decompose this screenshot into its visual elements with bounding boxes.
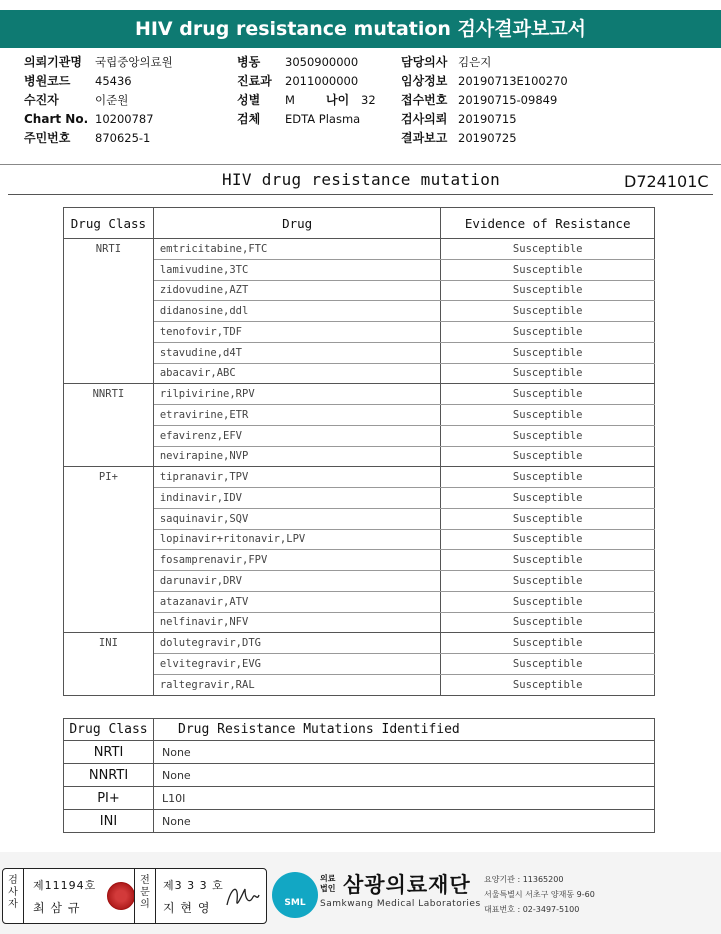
evidence-cell: Susceptible — [441, 550, 655, 571]
evidence-cell: Susceptible — [441, 363, 655, 384]
divider — [155, 869, 156, 923]
evidence-cell: Susceptible — [441, 529, 655, 550]
inspector-label: 검 사 자 — [8, 875, 18, 910]
drug-cell: emtricitabine,FTC — [153, 239, 441, 260]
care-code: 요양기관 : 11365200 — [484, 875, 564, 884]
divider — [134, 869, 135, 923]
evidence-cell: Susceptible — [441, 508, 655, 529]
drug-cell: stavudine,d4T — [153, 342, 441, 363]
lab-address: 서울특별시 서초구 양재동 9-60 — [484, 890, 595, 899]
drug-class-cell: INI — [64, 633, 154, 695]
drug-class-cell: NNRTI — [64, 764, 154, 787]
resistance-table-body — [64, 239, 655, 696]
divider — [8, 194, 713, 195]
org-subtitle: Samkwang Medical Laboratories — [320, 899, 481, 909]
evidence-cell: Susceptible — [441, 612, 655, 633]
evidence-cell: Susceptible — [441, 405, 655, 426]
evidence-cell: Susceptible — [441, 384, 655, 405]
table-header-row — [64, 719, 655, 741]
drug-cell: tipranavir,TPV — [153, 467, 441, 488]
report-title: HIV drug resistance mutation — [222, 170, 501, 189]
signature-box — [2, 868, 267, 924]
mutation-cell: None — [154, 810, 655, 833]
evidence-cell: Susceptible — [441, 591, 655, 612]
lab-phone: 대표번호 : 02-3497-5100 — [484, 905, 580, 914]
evidence-cell: Susceptible — [441, 239, 655, 260]
divider — [0, 164, 721, 165]
drug-cell: lamivudine,3TC — [153, 259, 441, 280]
drug-cell: abacavir,ABC — [153, 363, 441, 384]
drug-cell: saquinavir,SQV — [153, 508, 441, 529]
evidence-cell: Susceptible — [441, 446, 655, 467]
signature-icon — [223, 879, 261, 913]
evidence-cell: Susceptible — [441, 488, 655, 509]
evidence-cell: Susceptible — [441, 571, 655, 592]
mutation-cell: None — [154, 764, 655, 787]
evidence-cell: Susceptible — [441, 280, 655, 301]
drug-class-cell: NNRTI — [64, 384, 154, 467]
drug-class-cell: INI — [64, 810, 154, 833]
drug-cell: zidovudine,AZT — [153, 280, 441, 301]
evidence-cell: Susceptible — [441, 467, 655, 488]
org-name: 삼광의료재단 — [343, 873, 471, 897]
evidence-cell: Susceptible — [441, 654, 655, 675]
report-code: D724101C — [624, 172, 709, 191]
specialist-license: 제3 3 3 호 — [163, 879, 224, 892]
logo-prefix: 의료 법인 — [320, 874, 336, 893]
report-header-title: HIV drug resistance mutation 검사결과보고서 — [0, 10, 721, 48]
inspector-license: 제11194호 — [33, 879, 97, 892]
drug-cell: nevirapine,NVP — [153, 446, 441, 467]
mutation-table-body — [64, 741, 655, 833]
resistance-table — [63, 207, 655, 696]
evidence-cell: Susceptible — [441, 342, 655, 363]
drug-class-cell: PI+ — [64, 467, 154, 633]
drug-cell: didanosine,ddl — [153, 301, 441, 322]
mutation-cell: None — [154, 741, 655, 764]
drug-class-cell: NRTI — [64, 239, 154, 384]
table-row — [64, 810, 655, 833]
drug-cell: elvitegravir,EVG — [153, 654, 441, 675]
drug-cell: tenofovir,TDF — [153, 322, 441, 343]
drug-cell: indinavir,IDV — [153, 488, 441, 509]
mutation-cell: L10I — [154, 787, 655, 810]
drug-cell: fosamprenavir,FPV — [153, 550, 441, 571]
col-drug: Drug — [153, 208, 441, 239]
col-mutations: Drug Resistance Mutations Identified — [154, 719, 655, 741]
table-row — [64, 633, 655, 654]
table-row — [64, 787, 655, 810]
table-row — [64, 467, 655, 488]
patient-info: 의뢰기관명 국립중앙의료원 병원코드 45436 수진자 이준원 Chart No. 10200787 주민번호 870625-1 병동 3050900000 진료과 2011000000 성별 M 나이 32 검체 EDTA Plasma 담당의사 김은지 임상정보 20190713E100270 접수번호 20190715-09849 검사의뢰 20190715 결과보고 20190725 — [24, 55, 568, 145]
evidence-cell: Susceptible — [441, 674, 655, 695]
specialist-label: 전 문 의 — [140, 875, 150, 910]
evidence-cell: Susceptible — [441, 633, 655, 654]
drug-cell: dolutegravir,DTG — [153, 633, 441, 654]
table-row — [64, 239, 655, 260]
col-drug-class: Drug Class — [64, 208, 154, 239]
drug-class-cell: NRTI — [64, 741, 154, 764]
table-header-row — [64, 208, 655, 239]
col-evidence: Evidence of Resistance — [441, 208, 655, 239]
logo-icon: SML — [272, 872, 318, 918]
table-row — [64, 764, 655, 787]
evidence-cell: Susceptible — [441, 259, 655, 280]
evidence-cell: Susceptible — [441, 425, 655, 446]
drug-cell: etravirine,ETR — [153, 405, 441, 426]
drug-cell: darunavir,DRV — [153, 571, 441, 592]
inspector-name: 최 삼 규 — [33, 901, 81, 915]
info-sex-age: 성별 M 나이 32 — [237, 93, 376, 107]
report-title-row — [0, 170, 721, 194]
divider — [23, 869, 24, 923]
drug-cell: atazanavir,ATV — [153, 591, 441, 612]
drug-cell: nelfinavir,NFV — [153, 612, 441, 633]
drug-cell: rilpivirine,RPV — [153, 384, 441, 405]
seal-icon — [107, 882, 135, 910]
drug-cell: lopinavir+ritonavir,LPV — [153, 529, 441, 550]
drug-cell: raltegravir,RAL — [153, 674, 441, 695]
specialist-name: 지 현 영 — [163, 901, 211, 915]
evidence-cell: Susceptible — [441, 301, 655, 322]
table-row — [64, 741, 655, 764]
table-row — [64, 384, 655, 405]
drug-cell: efavirenz,EFV — [153, 425, 441, 446]
drug-class-cell: PI+ — [64, 787, 154, 810]
mutation-table — [63, 718, 655, 833]
col-drug-class: Drug Class — [64, 719, 154, 741]
evidence-cell: Susceptible — [441, 322, 655, 343]
